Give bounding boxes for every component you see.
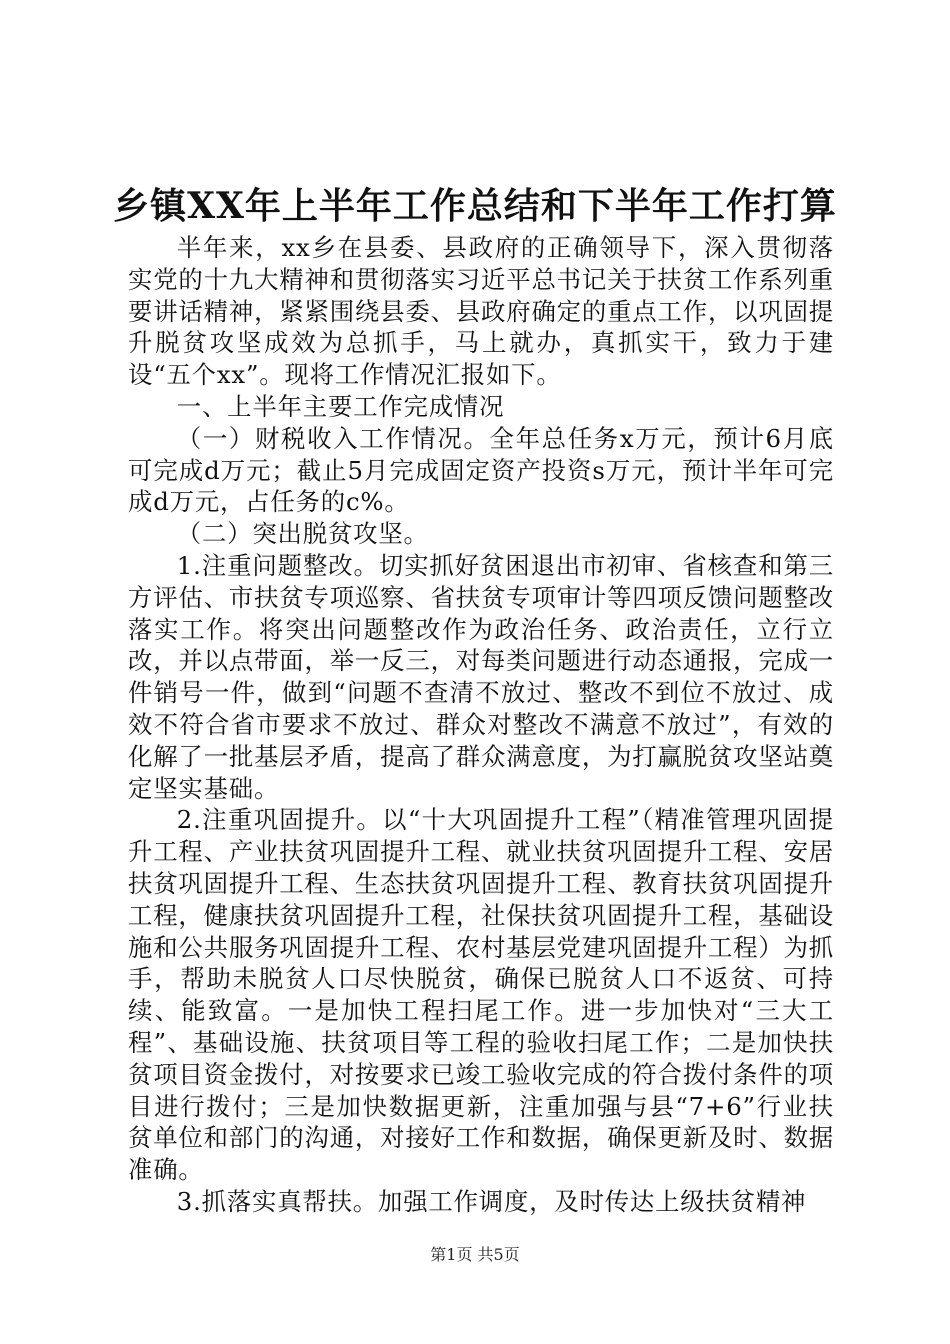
page-footer: 第1页 共5页 bbox=[430, 1245, 520, 1264]
paragraph-intro: 半年来，xx乡在县委、县政府的正确领导下，深入贯彻落实党的十九大精神和贯彻落实习近平总书记关于扶贫工作系列重要讲话精神，紧紧围绕县委、县政府确定的重点工作，以巩固提升脱贫攻坚成效为总抓手，马上就办，真抓实干，致力于建设“五个xx”。现将工作情况汇报如下。 bbox=[128, 233, 834, 390]
paragraph-item-1: 1.注重问题整改。切实抓好贫困退出市初审、省核查和第三方评估、市扶贫专项巡察、省扶贫专项审计等四项反馈问题整改落实工作。将突出问题整改作为政治任务、政治责任，立行立改，并以点带面，举一反三，对每类问题进行动态通报，完成一件销号一件，做到“问题不查清不放过、整改不到位不放过、成效不符合省市要求不放过、群众对整改不满意不放过”，有效的化解了一批基层矛盾，提高了群众满意度，为打赢脱贫攻坚站奠定坚实基础。 bbox=[128, 550, 834, 803]
paragraph-item-2: 2.注重巩固提升。以“十大巩固提升工程”（精准管理巩固提升工程、产业扶贫巩固提升工程、就业扶贫巩固提升工程、安居扶贫巩固提升工程、生态扶贫巩固提升工程、教育扶贫巩固提升工程，健康扶贫巩固提升工程，社保扶贫巩固提升工程，基础设施和公共服务巩固提升工程、农村基层党建巩固提升工程）为抓手，帮助未脱贫人口尽快脱贫，确保已脱贫人口不返贫、可持续、能致富。一是加快工程扫尾工作。进一步加快对“三大工程”、基础设施、扶贫项目等工程的验收扫尾工作；二是加快扶贫项目资金拨付，对按要求已竣工验收完成的符合拨付条件的项目进行拨付；三是加快数据更新，注重加强与县“7+6”行业扶贫单位和部门的沟通，对接好工作和数据，确保更新及时、数据准确。 bbox=[128, 805, 834, 1185]
paragraph-item-3: 3.抓落实真帮扶。加强工作调度，及时传达上级扶贫精神 bbox=[176, 1186, 807, 1216]
document-body bbox=[128, 232, 834, 1218]
section-heading-1: 一、上半年主要工作完成情况 bbox=[176, 391, 505, 421]
document-title: 乡镇XX年上半年工作总结和下半年工作打算 bbox=[113, 185, 837, 227]
paragraph-fiscal: （一）财税收入工作情况。全年总任务x万元，预计6月底可完成d万元；截止5月完成固定资产投资s万元，预计半年可完成d万元，占任务的c%。 bbox=[128, 423, 834, 517]
subsection-heading-2: （二）突出脱贫攻坚。 bbox=[176, 519, 429, 549]
